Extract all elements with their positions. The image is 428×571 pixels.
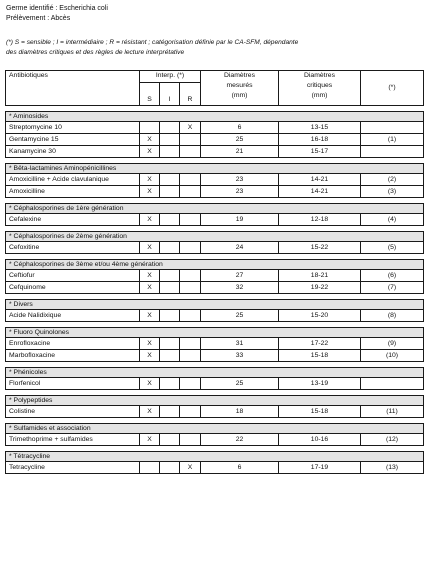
critical-diameter-cell: 10-16 (279, 434, 361, 446)
category-row (6, 452, 424, 462)
column-header-i: I (160, 83, 180, 106)
measured-diameter-cell: 19 (201, 214, 279, 226)
critical-diameter-cell: 14-21 (279, 174, 361, 186)
measured-diameter-cell: 31 (201, 338, 279, 350)
sensitive-cell: X (140, 282, 160, 294)
sensitive-cell: X (140, 174, 160, 186)
category-row (6, 328, 424, 338)
critical-line-1: Diamètres (304, 72, 335, 79)
resistant-cell (180, 378, 201, 390)
antibiotic-name-cell: Acide Nalidixique (6, 310, 140, 322)
note-cell: (13) (361, 462, 424, 474)
intermediate-cell (160, 146, 180, 158)
column-header-measured (201, 71, 279, 106)
category-label: * Tétracycline (6, 452, 424, 462)
category-label: * Bêta-lactamines Aminopénicillines (6, 164, 424, 174)
resistant-cell: X (180, 462, 201, 474)
sensitive-cell (140, 122, 160, 134)
category-row (6, 204, 424, 214)
critical-diameter-cell: 14-21 (279, 186, 361, 198)
antibiogram-table (5, 70, 424, 474)
category-label: * Phénicoles (6, 368, 424, 378)
table-row (6, 242, 424, 254)
critical-diameter-cell: 16-18 (279, 134, 361, 146)
table-row (6, 146, 424, 158)
measured-diameter-cell: 22 (201, 434, 279, 446)
measured-diameter-cell: 6 (201, 462, 279, 474)
note-cell (361, 122, 424, 134)
resistant-cell (180, 186, 201, 198)
table-row (6, 350, 424, 362)
table-row (6, 434, 424, 446)
critical-diameter-cell: 13-15 (279, 122, 361, 134)
table-row (6, 134, 424, 146)
critical-diameter-cell: 19-22 (279, 282, 361, 294)
table-body (6, 106, 424, 474)
critical-diameter-cell: 15-18 (279, 406, 361, 418)
category-label: * Polypeptides (6, 396, 424, 406)
category-label: * Sulfamides et association (6, 424, 424, 434)
note-cell: (6) (361, 270, 424, 282)
column-header-critical (279, 71, 361, 106)
column-header-antibiotic: Antibiotiques (6, 71, 140, 106)
note-cell: (8) (361, 310, 424, 322)
sensitive-cell: X (140, 350, 160, 362)
measured-diameter-cell: 24 (201, 242, 279, 254)
sensitive-cell: X (140, 338, 160, 350)
resistant-cell (180, 242, 201, 254)
resistant-cell (180, 134, 201, 146)
note-cell: (10) (361, 350, 424, 362)
measured-diameter-cell: 33 (201, 350, 279, 362)
note-cell (361, 146, 424, 158)
sensitive-cell: X (140, 214, 160, 226)
note-cell: (5) (361, 242, 424, 254)
legend-line-2: des diamètres critiques et des règles de lecture interprétative (6, 49, 185, 56)
intermediate-cell (160, 406, 180, 418)
table-row (6, 214, 424, 226)
measured-diameter-cell: 23 (201, 174, 279, 186)
antibiotic-name-cell: Enrofloxacine (6, 338, 140, 350)
measured-diameter-cell: 32 (201, 282, 279, 294)
intermediate-cell (160, 338, 180, 350)
category-label: * Céphalosporines de 2ème génération (6, 232, 424, 242)
measured-line-2: mesurés (226, 82, 253, 89)
category-row (6, 232, 424, 242)
critical-diameter-cell: 15-20 (279, 310, 361, 322)
critical-line-2: critiques (306, 82, 333, 89)
column-header-note: (*) (361, 71, 424, 106)
category-label: * Aminosides (6, 112, 424, 122)
critical-diameter-cell: 18-21 (279, 270, 361, 282)
category-label: * Divers (6, 300, 424, 310)
measured-diameter-cell: 27 (201, 270, 279, 282)
antibiotic-name-cell: Cefalexine (6, 214, 140, 226)
intermediate-cell (160, 134, 180, 146)
column-header-interp: Interp. (*) (140, 71, 201, 83)
intermediate-cell (160, 214, 180, 226)
antibiotic-name-cell: Marbofloxacine (6, 350, 140, 362)
measured-diameter-cell: 6 (201, 122, 279, 134)
antibiotic-name-cell: Gentamycine 15 (6, 134, 140, 146)
note-cell: (9) (361, 338, 424, 350)
intermediate-cell (160, 434, 180, 446)
antibiotic-name-cell: Ceftiofur (6, 270, 140, 282)
note-cell: (12) (361, 434, 424, 446)
measured-diameter-cell: 18 (201, 406, 279, 418)
category-row (6, 260, 424, 270)
category-label: * Céphalosporines de 1ère génération (6, 204, 424, 214)
table-row (6, 186, 424, 198)
category-row (6, 112, 424, 122)
antibiotic-name-cell: Amoxicilline + Acide clavulanique (6, 174, 140, 186)
category-row (6, 396, 424, 406)
critical-line-3: (mm) (311, 92, 328, 99)
organism-label: Germe identifié : Escherichia coli (6, 5, 108, 12)
intermediate-cell (160, 282, 180, 294)
resistant-cell: X (180, 122, 201, 134)
resistant-cell (180, 146, 201, 158)
resistant-cell (180, 434, 201, 446)
sensitive-cell: X (140, 186, 160, 198)
legend-line-1: (*) S = sensible ; I = intermédiaire ; R = résistant ; catégorisation définie par le CA-SFM, dépendante (6, 39, 299, 46)
intermediate-cell (160, 186, 180, 198)
category-row (6, 164, 424, 174)
measured-diameter-cell: 25 (201, 134, 279, 146)
resistant-cell (180, 350, 201, 362)
intermediate-cell (160, 462, 180, 474)
antibiogram-sheet (5, 70, 423, 474)
sensitive-cell: X (140, 134, 160, 146)
resistant-cell (180, 282, 201, 294)
sensitive-cell: X (140, 242, 160, 254)
table-row (6, 174, 424, 186)
critical-diameter-cell: 15-22 (279, 242, 361, 254)
category-row (6, 424, 424, 434)
report-header (6, 4, 108, 24)
category-row (6, 368, 424, 378)
resistant-cell (180, 406, 201, 418)
antibiotic-name-cell: Cefquinome (6, 282, 140, 294)
critical-diameter-cell: 12-18 (279, 214, 361, 226)
note-cell: (1) (361, 134, 424, 146)
sample-label: Prélèvement : Abcès (6, 15, 71, 22)
sensitive-cell: X (140, 310, 160, 322)
intermediate-cell (160, 242, 180, 254)
measured-line-3: (mm) (231, 92, 248, 99)
table-row (6, 270, 424, 282)
table-row (6, 122, 424, 134)
table-row (6, 282, 424, 294)
note-cell (361, 378, 424, 390)
critical-diameter-cell: 17-22 (279, 338, 361, 350)
intermediate-cell (160, 350, 180, 362)
sensitive-cell: X (140, 270, 160, 282)
critical-diameter-cell: 13-19 (279, 378, 361, 390)
column-header-s: S (140, 83, 160, 106)
intermediate-cell (160, 122, 180, 134)
category-label: * Céphalosporines de 3ème et/ou 4ème génération (6, 260, 424, 270)
antibiotic-name-cell: Streptomycine 10 (6, 122, 140, 134)
resistant-cell (180, 174, 201, 186)
measured-diameter-cell: 23 (201, 186, 279, 198)
note-cell: (11) (361, 406, 424, 418)
table-row (6, 310, 424, 322)
antibiotic-name-cell: Kanamycine 30 (6, 146, 140, 158)
sensitive-cell (140, 462, 160, 474)
legend-note (6, 38, 420, 58)
resistant-cell (180, 270, 201, 282)
table-row (6, 462, 424, 474)
note-cell: (7) (361, 282, 424, 294)
note-cell: (3) (361, 186, 424, 198)
table-row (6, 378, 424, 390)
category-label: * Fluoro Quinolones (6, 328, 424, 338)
intermediate-cell (160, 174, 180, 186)
measured-line-1: Diamètres (224, 72, 255, 79)
critical-diameter-cell: 15-18 (279, 350, 361, 362)
antibiotic-name-cell: Trimethoprime + sulfamides (6, 434, 140, 446)
sensitive-cell: X (140, 406, 160, 418)
sensitive-cell: X (140, 146, 160, 158)
measured-diameter-cell: 25 (201, 310, 279, 322)
intermediate-cell (160, 378, 180, 390)
table-row (6, 338, 424, 350)
antibiotic-name-cell: Colistine (6, 406, 140, 418)
note-cell: (4) (361, 214, 424, 226)
antibiotic-name-cell: Florfenicol (6, 378, 140, 390)
table-row (6, 406, 424, 418)
sensitive-cell: X (140, 434, 160, 446)
intermediate-cell (160, 310, 180, 322)
measured-diameter-cell: 21 (201, 146, 279, 158)
column-header-r: R (180, 83, 201, 106)
critical-diameter-cell: 15-17 (279, 146, 361, 158)
category-row (6, 300, 424, 310)
intermediate-cell (160, 270, 180, 282)
note-cell: (2) (361, 174, 424, 186)
resistant-cell (180, 338, 201, 350)
critical-diameter-cell: 17-19 (279, 462, 361, 474)
table-header-row-1 (6, 71, 424, 83)
antibiotic-name-cell: Cefoxitine (6, 242, 140, 254)
resistant-cell (180, 214, 201, 226)
sensitive-cell: X (140, 378, 160, 390)
antibiotic-name-cell: Amoxicilline (6, 186, 140, 198)
antibiotic-name-cell: Tetracycline (6, 462, 140, 474)
resistant-cell (180, 310, 201, 322)
measured-diameter-cell: 25 (201, 378, 279, 390)
